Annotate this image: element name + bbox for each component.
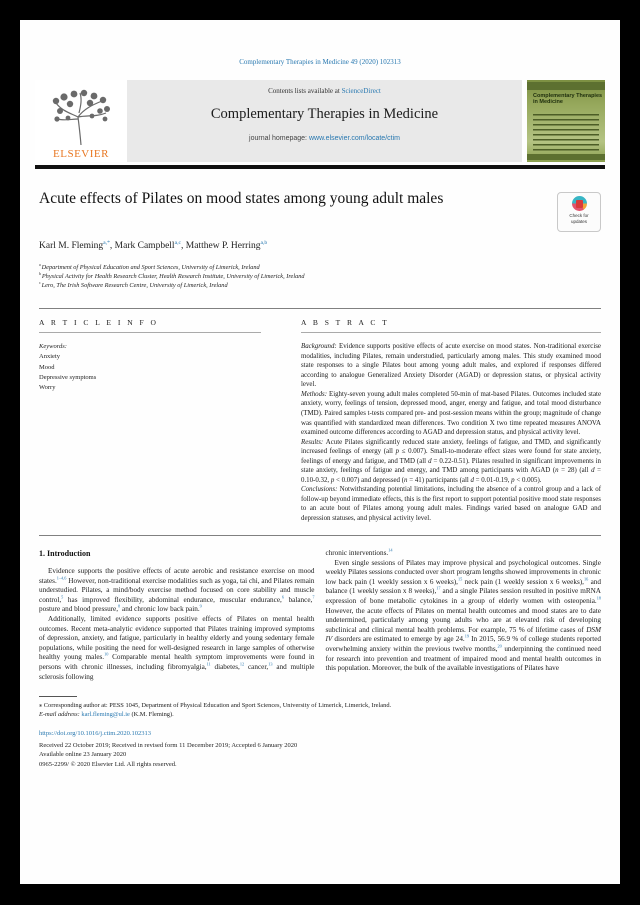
header-divider [35, 165, 605, 169]
article-footer [39, 730, 601, 770]
keywords-block [39, 342, 261, 392]
elsevier-tree-icon [48, 89, 114, 147]
article-info-heading: A R T I C L E I N F O [39, 318, 159, 328]
author-list: Karl M. Fleming$^{a,*}$, Mark Campbell$^{a,c}$, Matthew P. Herring$^{a,b}$ [39, 239, 268, 251]
body-right-column [326, 549, 602, 682]
keywords-label: Keywords: [39, 343, 67, 351]
intro-paragraph-3: chronic interventions.$^{14}$ [325, 547, 393, 558]
keyword-worry: Worry [39, 383, 56, 391]
body-left-column [39, 549, 315, 682]
elsevier-wordmark: ELSEVIER [53, 148, 109, 160]
corresponding-author-line: ⁎ Corresponding author at: PESS 1045, Department of Physical Education and Sport Sciences, University of Limerick, Limerick, Ireland. [39, 702, 392, 710]
homepage-prefix: journal homepage: [249, 135, 309, 142]
cover-top-band [527, 82, 605, 90]
article-info-rule [39, 332, 261, 333]
affiliations [39, 263, 601, 290]
intro-paragraph-1: Evidence supports the positive effects of acute aerobic and resistance exercise on mood states.$^{1-4,6}$ However, non-traditional exercise modalities such as yoga, tai chi, and Pilates remain understudied. Pilates, a mind/body exercise method focused on core stability and muscle control,$^5$ has improved flexibility, abdominal endurance, muscular endurance,$^6$ balance,$^7$ posture and blood pressure,$^8$ and chronic low back pain.$^9$ [39, 567, 315, 614]
affiliation-a: $^a$ Department of Physical Education and Sport Sciences, University of Limerick, Ireland [39, 262, 260, 271]
cover-title: Complementary Therapies in Medicine [533, 93, 603, 106]
abstract-heading: A B S T R A C T [301, 318, 390, 328]
section-heading-introduction: 1. Introduction [39, 549, 91, 559]
issn-copyright-line: 0965-2299/ © 2020 Elsevier Ltd. All rights reserved. [39, 761, 177, 769]
homepage-link[interactable]: www.elsevier.com/locate/ctim [308, 135, 400, 142]
abstract-column [301, 318, 601, 523]
available-online-line: Available online 23 January 2020 [39, 751, 127, 759]
abstract-background: Background: Evidence supports positive effects of acute exercise on mood states. Non-traditional exercise modalities, including Pilates, remain understudied, particularly among males. This study examined mood state responses to a single Pilates bout among young adult males, and explored if responses differed according to analogue Generalized Anxiety Disorder (AGAD) or depression status, or physical activity level. [301, 343, 601, 389]
article-title: Acute effects of Pilates on mood states among young adult males [39, 190, 444, 207]
info-abstract-section [39, 308, 601, 536]
intro-paragraph-4: Even single sessions of Pilates may improve physical and psychological outcomes. Single weekly Pilates sessions conducted over short program lengths showed improvements in chronic low back pain (1 weekly session x 6 weeks),$^{15}$ neck pain (1 weekly session x 6 weeks),$^{16}$ and balance (1 weekly session x 8 weeks),$^{17}$ and a single Pilates session resulted in positive mRNA expression of bone metabolic cytokines in a group of elderly women with osteopenia.$^{18}$ However, the acute effects of Pilates on mental health outcomes and mood states are to date undetermined, particularly among young adults who are at elevated risk of developing subclinical and clinical mental health problems. For example, 75 % of lifetime cases of DSM IV disorders are estimated to emerge by age 24.19 In 2015, 56.9 % of college students reported overwhelming anxiety within the previous twelve months,$^{20}$ underpinning the continued need for research into prevention and treatment of impaired mood and mental health outcomes in this population. Moreover, the bulk of the available investigations of Pilates have [325, 558, 602, 673]
abstract-rule [301, 332, 601, 333]
article-info-column [39, 318, 301, 523]
journal-header [35, 80, 605, 162]
keyword-anxiety: Anxiety [39, 353, 60, 361]
intro-paragraph-2: Additionally, limited evidence supports positive effects of Pilates on mental health outcomes. Recent meta-analytic evidence supported that Pilates training improved symptoms of depression, anxiety, and fatigue, particularly in healthy elderly and young sedentary female populations, while positing the need for well-designed research in large samples of otherwise healthy young males.$^{10}$ Comparable mental health symptom improvements were found in persons with chronic illnesses, including fibromyalgia,$^{11}$ diabetes,$^{12}$ cancer,$^{13}$ and multiple sclerosis following [39, 615, 315, 681]
sciencedirect-link[interactable]: ScienceDirect [341, 87, 381, 95]
elsevier-logo [35, 80, 127, 162]
paper-page [20, 20, 620, 884]
check-for-updates-badge[interactable] [557, 192, 601, 232]
crossmark-icon [572, 196, 587, 211]
crossmark-book-icon [576, 200, 583, 208]
journal-masthead [127, 80, 522, 162]
keyword-depressive-symptoms: Depressive symptoms [39, 373, 97, 381]
corresponding-author-footnote [39, 696, 601, 720]
contents-list-line [127, 87, 522, 95]
cover-bottom-band [527, 154, 605, 160]
abstract-methods: Methods: Eighty-seven young adult males completed 50-min of mat-based Pilates. Outcomes included state anxiety, worry, feelings of tension, depressed mood, anger, energy and fatigue, and total mood disturbance (TMD). Paired samples t-tests compared pre- and post-session means within the group; magnitude of change was quantified with standardized mean differences. Two condition X two time repeated measures ANOVA examined outcome differences according to AGAD and depression status, and physical activity level. [301, 390, 601, 437]
body-text [39, 549, 601, 682]
contents-prefix: Contents lists available at [268, 87, 342, 95]
abstract-results: Results: Acute Pilates significantly reduced state anxiety, feelings of fatigue, and TMD, and significantly increased feelings of energy (all p ≤ 0.007). Small-to-moderate effect sizes were found for state anxiety, feelings of energy and fatigue, and TMD (all d = 0.22-0.51). Pilates resulted in significant improvements in state anxiety, feelings of fatigue and energy, and TMD among participants with AGAD (n = 28) (all d = 0.10-0.32, p < 0.007) and depressed (n = 41) participants (all d = 0.01-0.19, p < 0.005). [301, 438, 602, 484]
journal-homepage-line [127, 135, 522, 142]
check-badge-label: Check for updates [569, 213, 589, 224]
affiliation-b: $^b$ Physical Activity for Health Research Cluster, Health Research Institute, University of Limerick, Ireland [39, 272, 305, 281]
footnote-divider [39, 696, 77, 697]
journal-title: Complementary Therapies in Medicine [210, 106, 439, 122]
journal-cover-thumbnail [527, 80, 605, 162]
keyword-mood: Mood [39, 363, 55, 371]
affiliation-c: $^c$ Lero, The Irish Software Research Centre, University of Limerick, Ireland [39, 281, 228, 290]
abstract-conclusions: Conclusions: Notwithstanding potential limitations, including the absence of a control group and a lack of follow-up beyond immediate effects, this is the first report to support potential positive mood state responses to an acute bout of Pilates among young adult males. Findings varied based on analogue GAD and depression statuses, and physical activity level. [301, 486, 601, 522]
journal-citation: Complementary Therapies in Medicine 49 (2020) 102313 [239, 58, 401, 66]
email-line: E-mail address: karl.fleming@ul.ie (K.M. Fleming). [39, 711, 174, 719]
received-dates-line: Received 22 October 2019; Received in revised form 11 December 2019; Accepted 6 January 2020 [39, 741, 298, 749]
doi-link[interactable]: https://doi.org/10.1016/j.ctim.2020.102313 [39, 729, 152, 737]
cover-text-lines [533, 114, 599, 152]
